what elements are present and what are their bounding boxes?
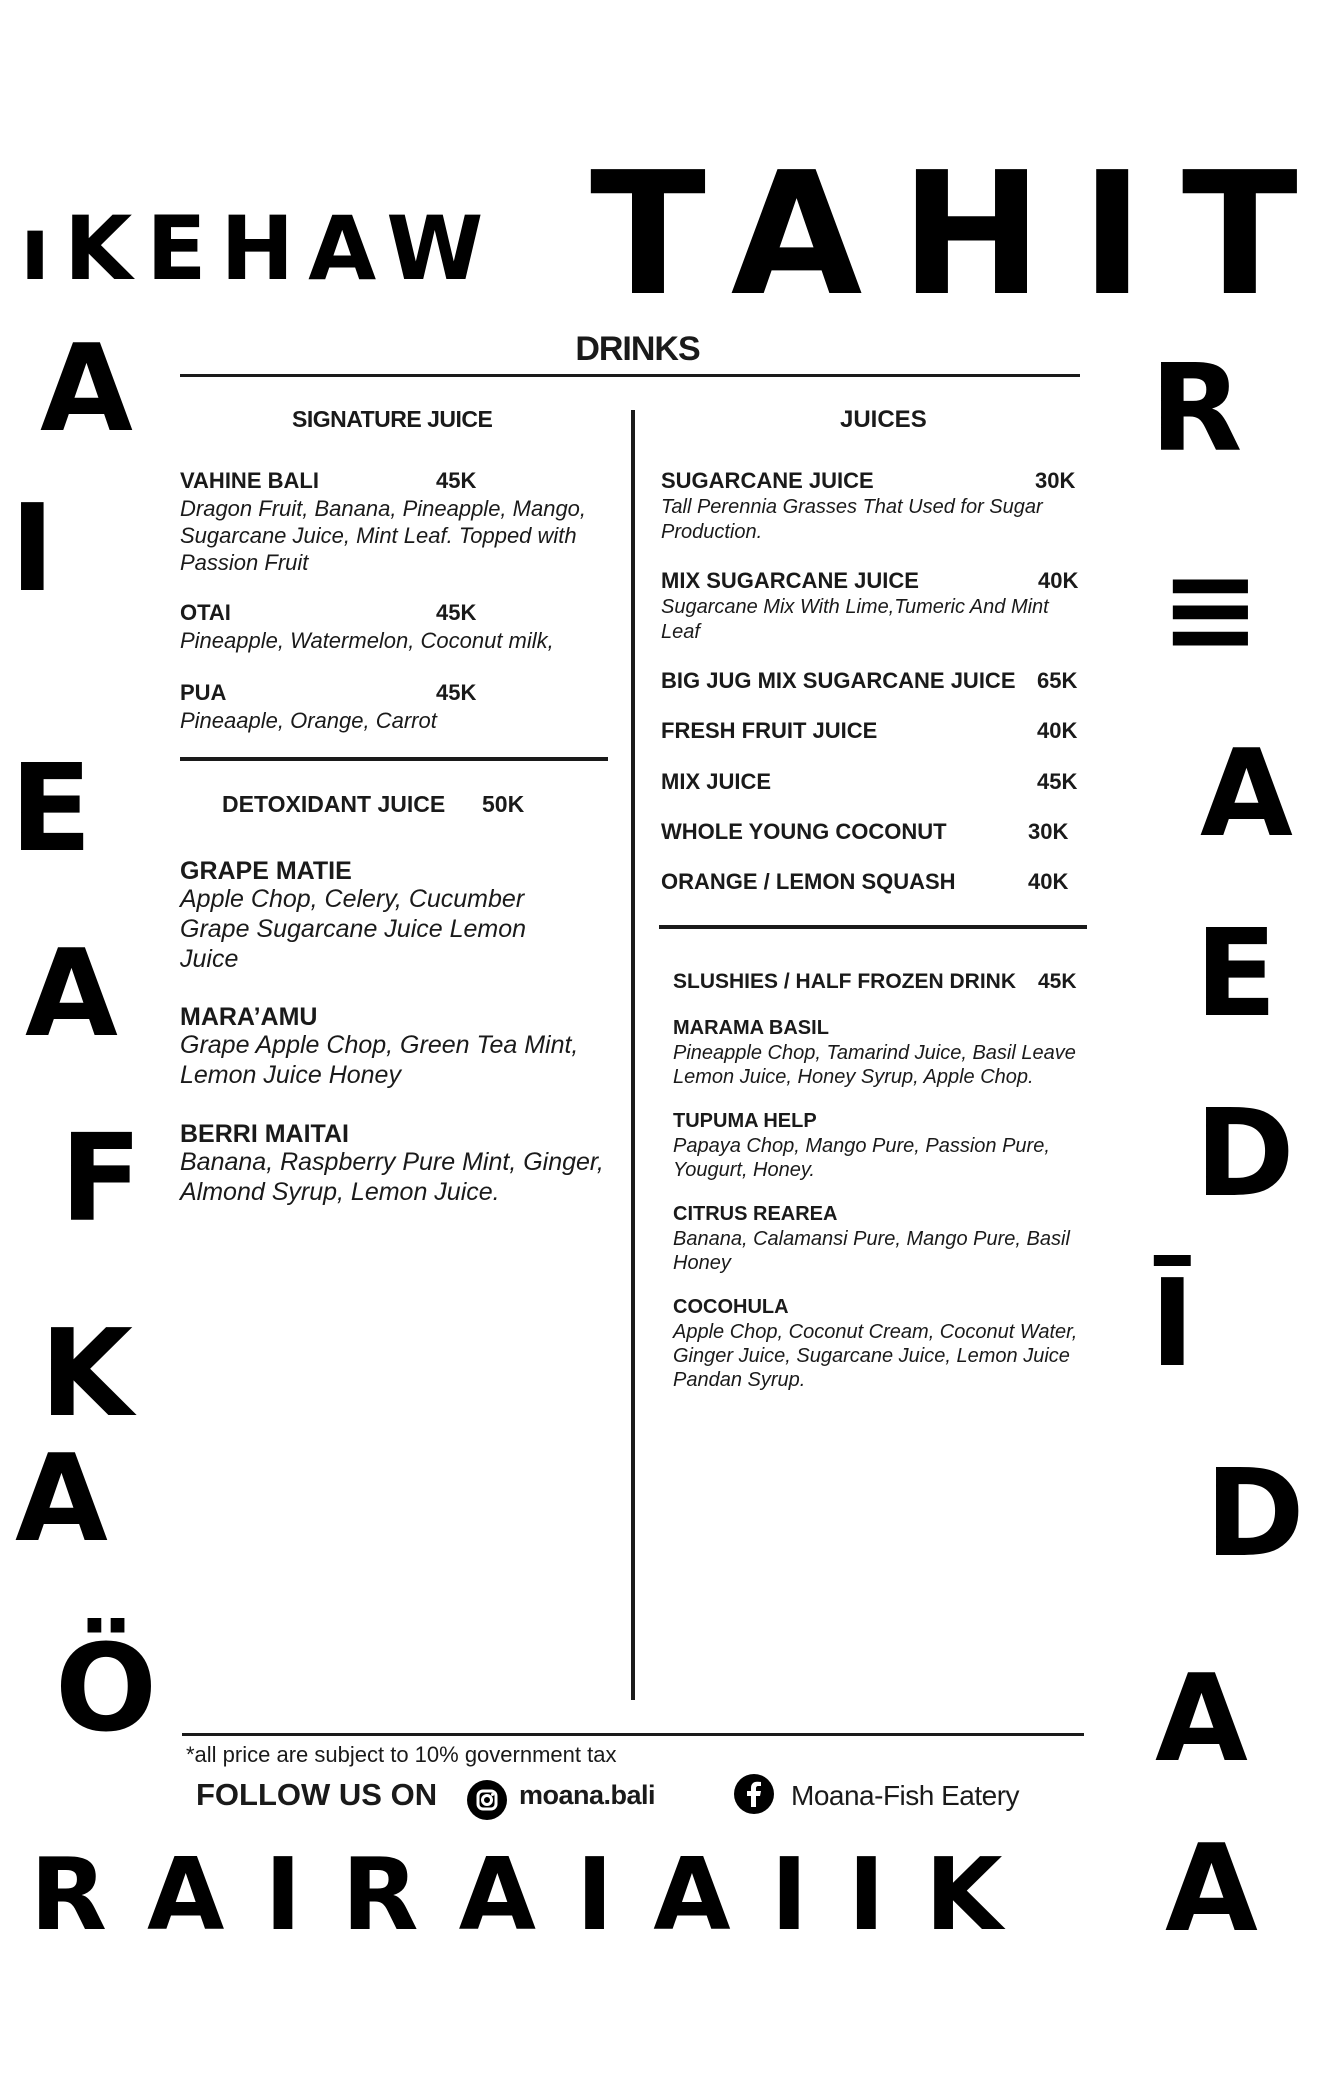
juice-item-name: SUGARCANE JUICE [661, 468, 874, 493]
signature-item-price: 45K [436, 680, 477, 705]
title-divider [180, 374, 1080, 377]
decor-left-6: K [40, 1305, 133, 1444]
decor-right-1: R [1150, 340, 1243, 479]
juice-item-price: 40K [1037, 718, 1078, 743]
decor-top-right: TAHIT [590, 136, 1336, 334]
facebook-page[interactable]: Moana-Fish Eatery [791, 1780, 1020, 1811]
decor-right-3: A [1200, 725, 1293, 864]
juice-item-desc: Tall Perennia Grasses That Used for Sugar Production. [661, 496, 1043, 543]
signature-item-price: 45K [436, 468, 477, 493]
left-divider [180, 757, 608, 761]
juice-item-name: WHOLE YOUNG COCONUT [661, 819, 947, 844]
decor-left-2: I [10, 480, 55, 619]
slushy-item-desc: Pineapple Chop, Tamarind Juice, Basil Leave Lemon Juice, Honey Syrup, Apple Chop. [673, 1042, 1076, 1088]
slushy-item-name: TUPUMA HELP [673, 1110, 817, 1132]
decor-left-7: A [15, 1430, 108, 1569]
signature-item-desc: Pineapple, Watermelon, Coconut milk, [180, 628, 554, 653]
detox-header: DETOXIDANT JUICE [222, 791, 446, 817]
detox-item-name: MARA’AMU [180, 1003, 318, 1031]
decor-bottom: RAIRAIAIIK [30, 1836, 1043, 1953]
decor-right-4: E [1195, 905, 1277, 1044]
detox-item-desc: Grape Apple Chop, Green Tea Mint, Lemon Juice Honey [180, 1031, 579, 1089]
facebook-icon[interactable] [734, 1774, 774, 1814]
slushy-item-desc: Papaya Chop, Mango Pure, Passion Pure, Yougurt, Honey. [673, 1135, 1050, 1181]
decor-right-8: A [1155, 1650, 1248, 1789]
decor-right-2: ≡ [1160, 540, 1261, 679]
footer-divider [182, 1733, 1084, 1736]
juice-item-name: BIG JUG MIX SUGARCANE JUICE [661, 668, 1016, 693]
signature-item-desc: Pineaaple, Orange, Carrot [180, 708, 437, 733]
instagram-icon[interactable] [467, 1780, 507, 1820]
slushy-item-name: CITRUS REAREA [673, 1203, 838, 1225]
juice-item-name: MIX SUGARCANE JUICE [661, 568, 919, 593]
signature-item-name: OTAI [180, 600, 231, 625]
signature-item-desc: Dragon Fruit, Banana, Pineapple, Mango, Sugarcane Juice, Mint Leaf. Topped with Passion Fruit [180, 496, 587, 575]
slushy-item-name: COCOHULA [673, 1296, 789, 1318]
juice-item-price: 65K [1037, 668, 1078, 693]
detox-item-name: BERRI MAITAI [180, 1120, 349, 1148]
signature-header: SIGNATURE JUICE [292, 406, 493, 432]
decor-right-6: Ī [1150, 1255, 1195, 1394]
detox-item-desc: Banana, Raspberry Pure Mint, Ginger, Almond Syrup, Lemon Juice. [180, 1148, 604, 1206]
decor-top-left: ıKEHAW [20, 197, 498, 300]
juice-item-name: ORANGE / LEMON SQUASH [661, 869, 956, 894]
slushy-item-desc: Apple Chop, Coconut Cream, Coconut Water, Ginger Juice, Sugarcane Juice, Lemon Juice Pandan Syrup. [673, 1321, 1078, 1391]
right-divider [659, 925, 1087, 929]
juice-item-name: FRESH FRUIT JUICE [661, 718, 878, 743]
juice-item-price: 45K [1037, 769, 1078, 794]
decor-right-9: A [1165, 1820, 1258, 1959]
juice-item-price: 30K [1035, 468, 1076, 493]
signature-item-name: PUA [180, 680, 227, 705]
instagram-handle[interactable]: moana.bali [519, 1780, 656, 1810]
tax-note: *all price are subject to 10% government tax [186, 1742, 617, 1767]
decor-left-1: A [40, 320, 133, 459]
slushy-item-desc: Banana, Calamansi Pure, Mango Pure, Basil Honey [673, 1228, 1070, 1274]
signature-item-price: 45K [436, 600, 477, 625]
detox-price: 50K [482, 791, 525, 817]
page-title: DRINKS [575, 330, 700, 368]
signature-item-name: VAHINE BALI [180, 468, 319, 493]
follow-us-label: FOLLOW US ON [196, 1777, 438, 1812]
juice-item-price: 30K [1028, 819, 1069, 844]
slushies-header: SLUSHIES / HALF FROZEN DRINK [673, 970, 1017, 993]
slushy-item-name: MARAMA BASIL [673, 1017, 829, 1039]
decor-left-3: E [10, 740, 92, 879]
decor-right-7: D [1205, 1445, 1305, 1584]
decor-left-5: F [60, 1110, 142, 1249]
column-divider [631, 410, 635, 1700]
juices-header: JUICES [840, 406, 927, 433]
juice-item-price: 40K [1028, 869, 1069, 894]
decor-left-4: A [25, 925, 118, 1064]
juice-item-name: MIX JUICE [661, 769, 772, 794]
juice-item-price: 40K [1038, 568, 1079, 593]
juice-item-desc: Sugarcane Mix With Lime,Tumeric And Mint Leaf [661, 596, 1049, 643]
slushies-price: 45K [1038, 970, 1077, 993]
decor-left-8: Ö [55, 1620, 158, 1759]
detox-item-desc: Apple Chop, Celery, Cucumber Grape Sugarcane Juice Lemon Juice [180, 885, 527, 973]
detox-item-name: GRAPE MATIE [180, 857, 352, 885]
decor-right-5: D [1195, 1085, 1295, 1224]
